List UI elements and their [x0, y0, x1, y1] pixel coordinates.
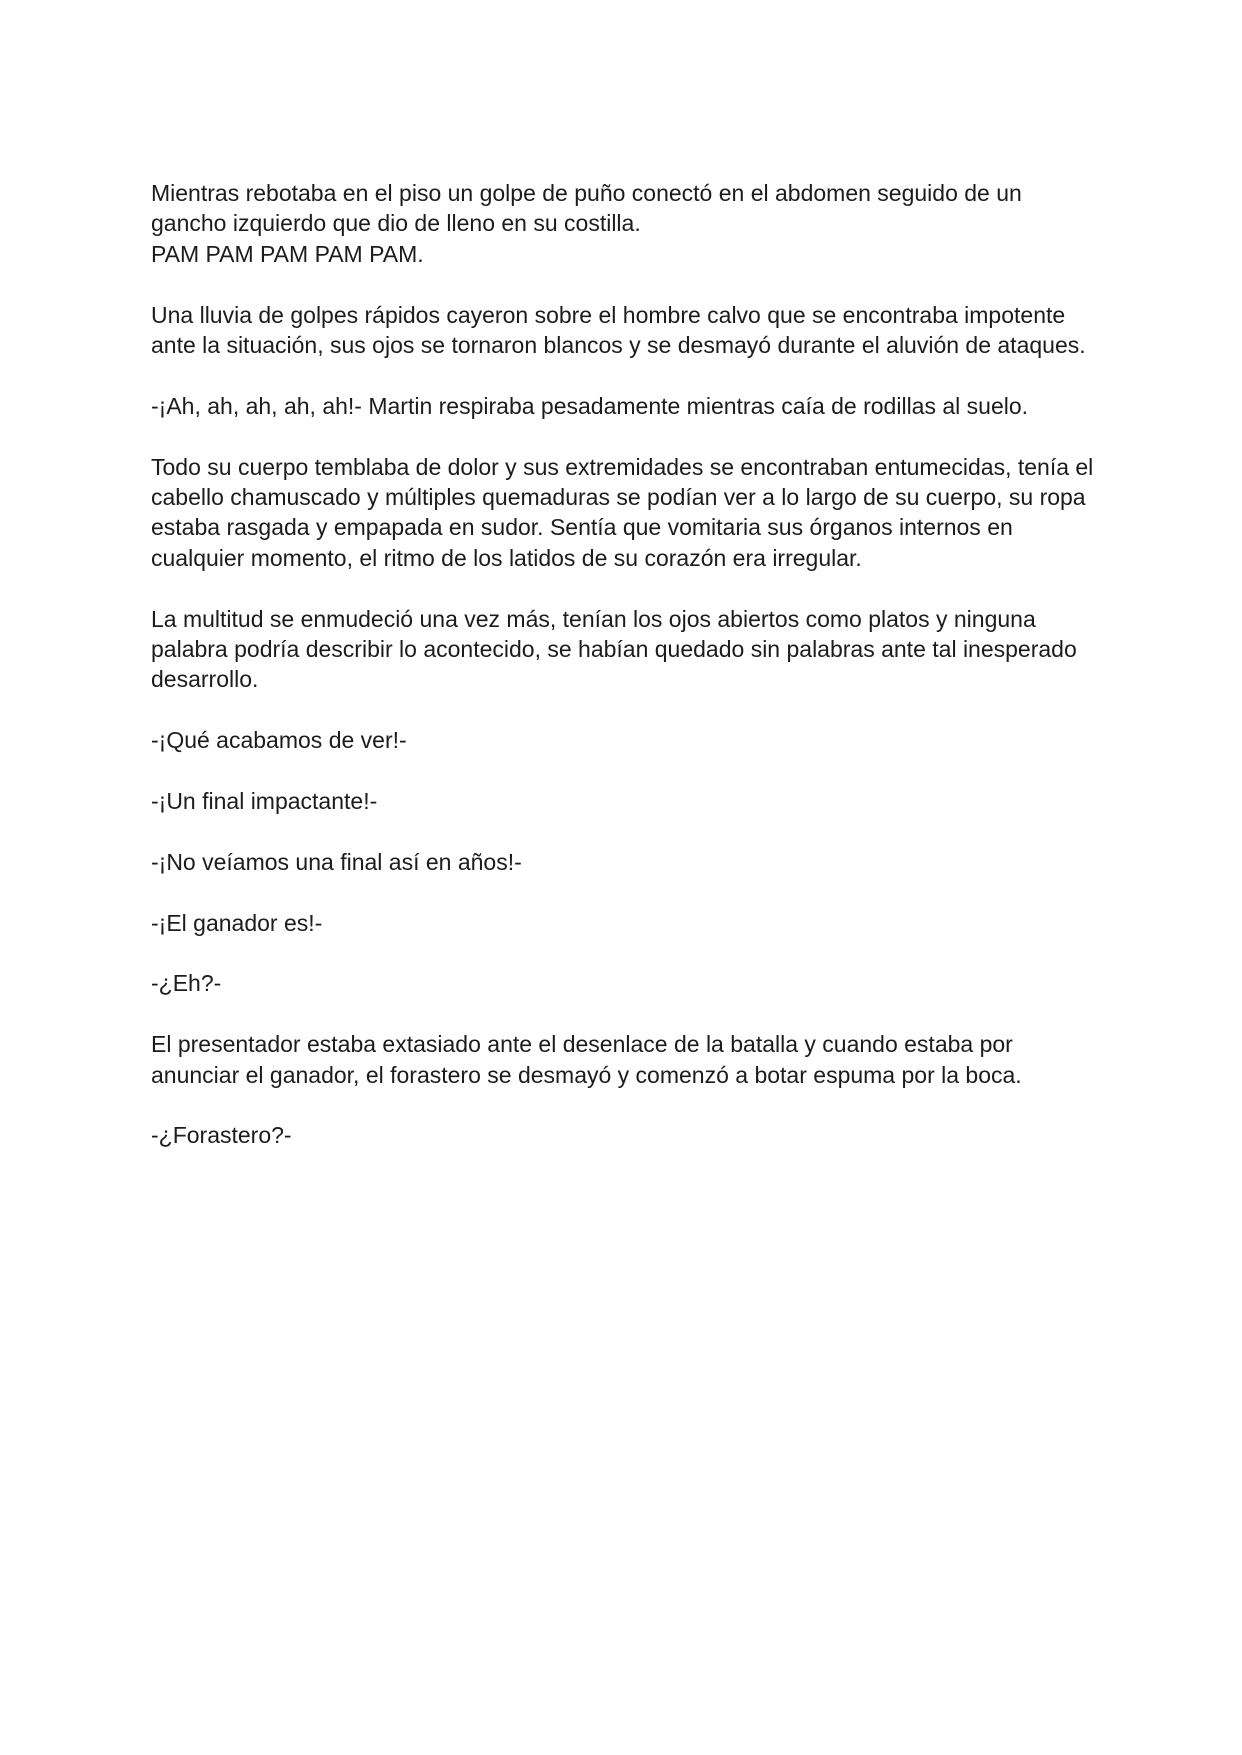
- paragraph-spacer: [151, 695, 1111, 725]
- paragraph-3: -¡Ah, ah, ah, ah, ah!- Martin respiraba pesadamente mientras caía de rodillas al suelo.: [151, 392, 1029, 419]
- paragraph-6: El presentador estaba extasiado ante el desenlace de la batalla y cuando estaba por anunciar el ganador, el forastero se desmayó y comenzó a botar espuma por la boca.: [151, 1031, 1022, 1088]
- paragraph-1: Mientras rebotaba en el piso un golpe de puño conectó en el abdomen seguido de un gancho izquierdo que dio de lleno en su costilla. PAM PAM PAM PAM PAM.: [151, 180, 1022, 267]
- paragraph-spacer: [151, 938, 1111, 968]
- paragraph-spacer: [151, 421, 1111, 451]
- dialogue-line-5: -¿Eh?-: [151, 970, 222, 997]
- paragraph-spacer: [151, 269, 1111, 299]
- dialogue-line-3: -¡No veíamos una final así en años!-: [151, 848, 522, 875]
- paragraph-spacer: [151, 573, 1111, 603]
- paragraph-5: La multitud se enmudeció una vez más, tenían los ojos abiertos como platos y ninguna palabra podría describir lo acontecido, se habían quedado sin palabras ante tal inesperado desarrollo.: [151, 605, 1077, 693]
- paragraph-4: Todo su cuerpo temblaba de dolor y sus extremidades se encontraban entumecidas, tenía el cabello chamuscado y múltiples quemaduras se podían ver a lo largo de su cuerpo, su ropa estaba rasgada y empapada en sudor. Sentía que vomitaria sus órganos internos en cualquier momento, el ritmo de los latidos de su corazón era irregular.: [151, 453, 1094, 571]
- dialogue-line-4: -¡El ganador es!-: [151, 909, 323, 936]
- document-body: [151, 178, 1111, 1151]
- dialogue-line-1: -¡Qué acabamos de ver!-: [151, 727, 407, 754]
- paragraph-spacer: [151, 877, 1111, 907]
- dialogue-line-2: -¡Un final impactante!-: [151, 788, 378, 815]
- paragraph-2: Una lluvia de golpes rápidos cayeron sobre el hombre calvo que se encontraba impotente ante la situación, sus ojos se tornaron blancos y se desmayó durante el aluvión de ataques.: [151, 301, 1086, 359]
- paragraph-spacer: [151, 1090, 1111, 1120]
- paragraph-spacer: [151, 999, 1111, 1029]
- dialogue-line-6: -¿Forastero?-: [151, 1122, 292, 1149]
- paragraph-spacer: [151, 756, 1111, 786]
- paragraph-spacer: [151, 360, 1111, 390]
- paragraph-spacer: [151, 816, 1111, 846]
